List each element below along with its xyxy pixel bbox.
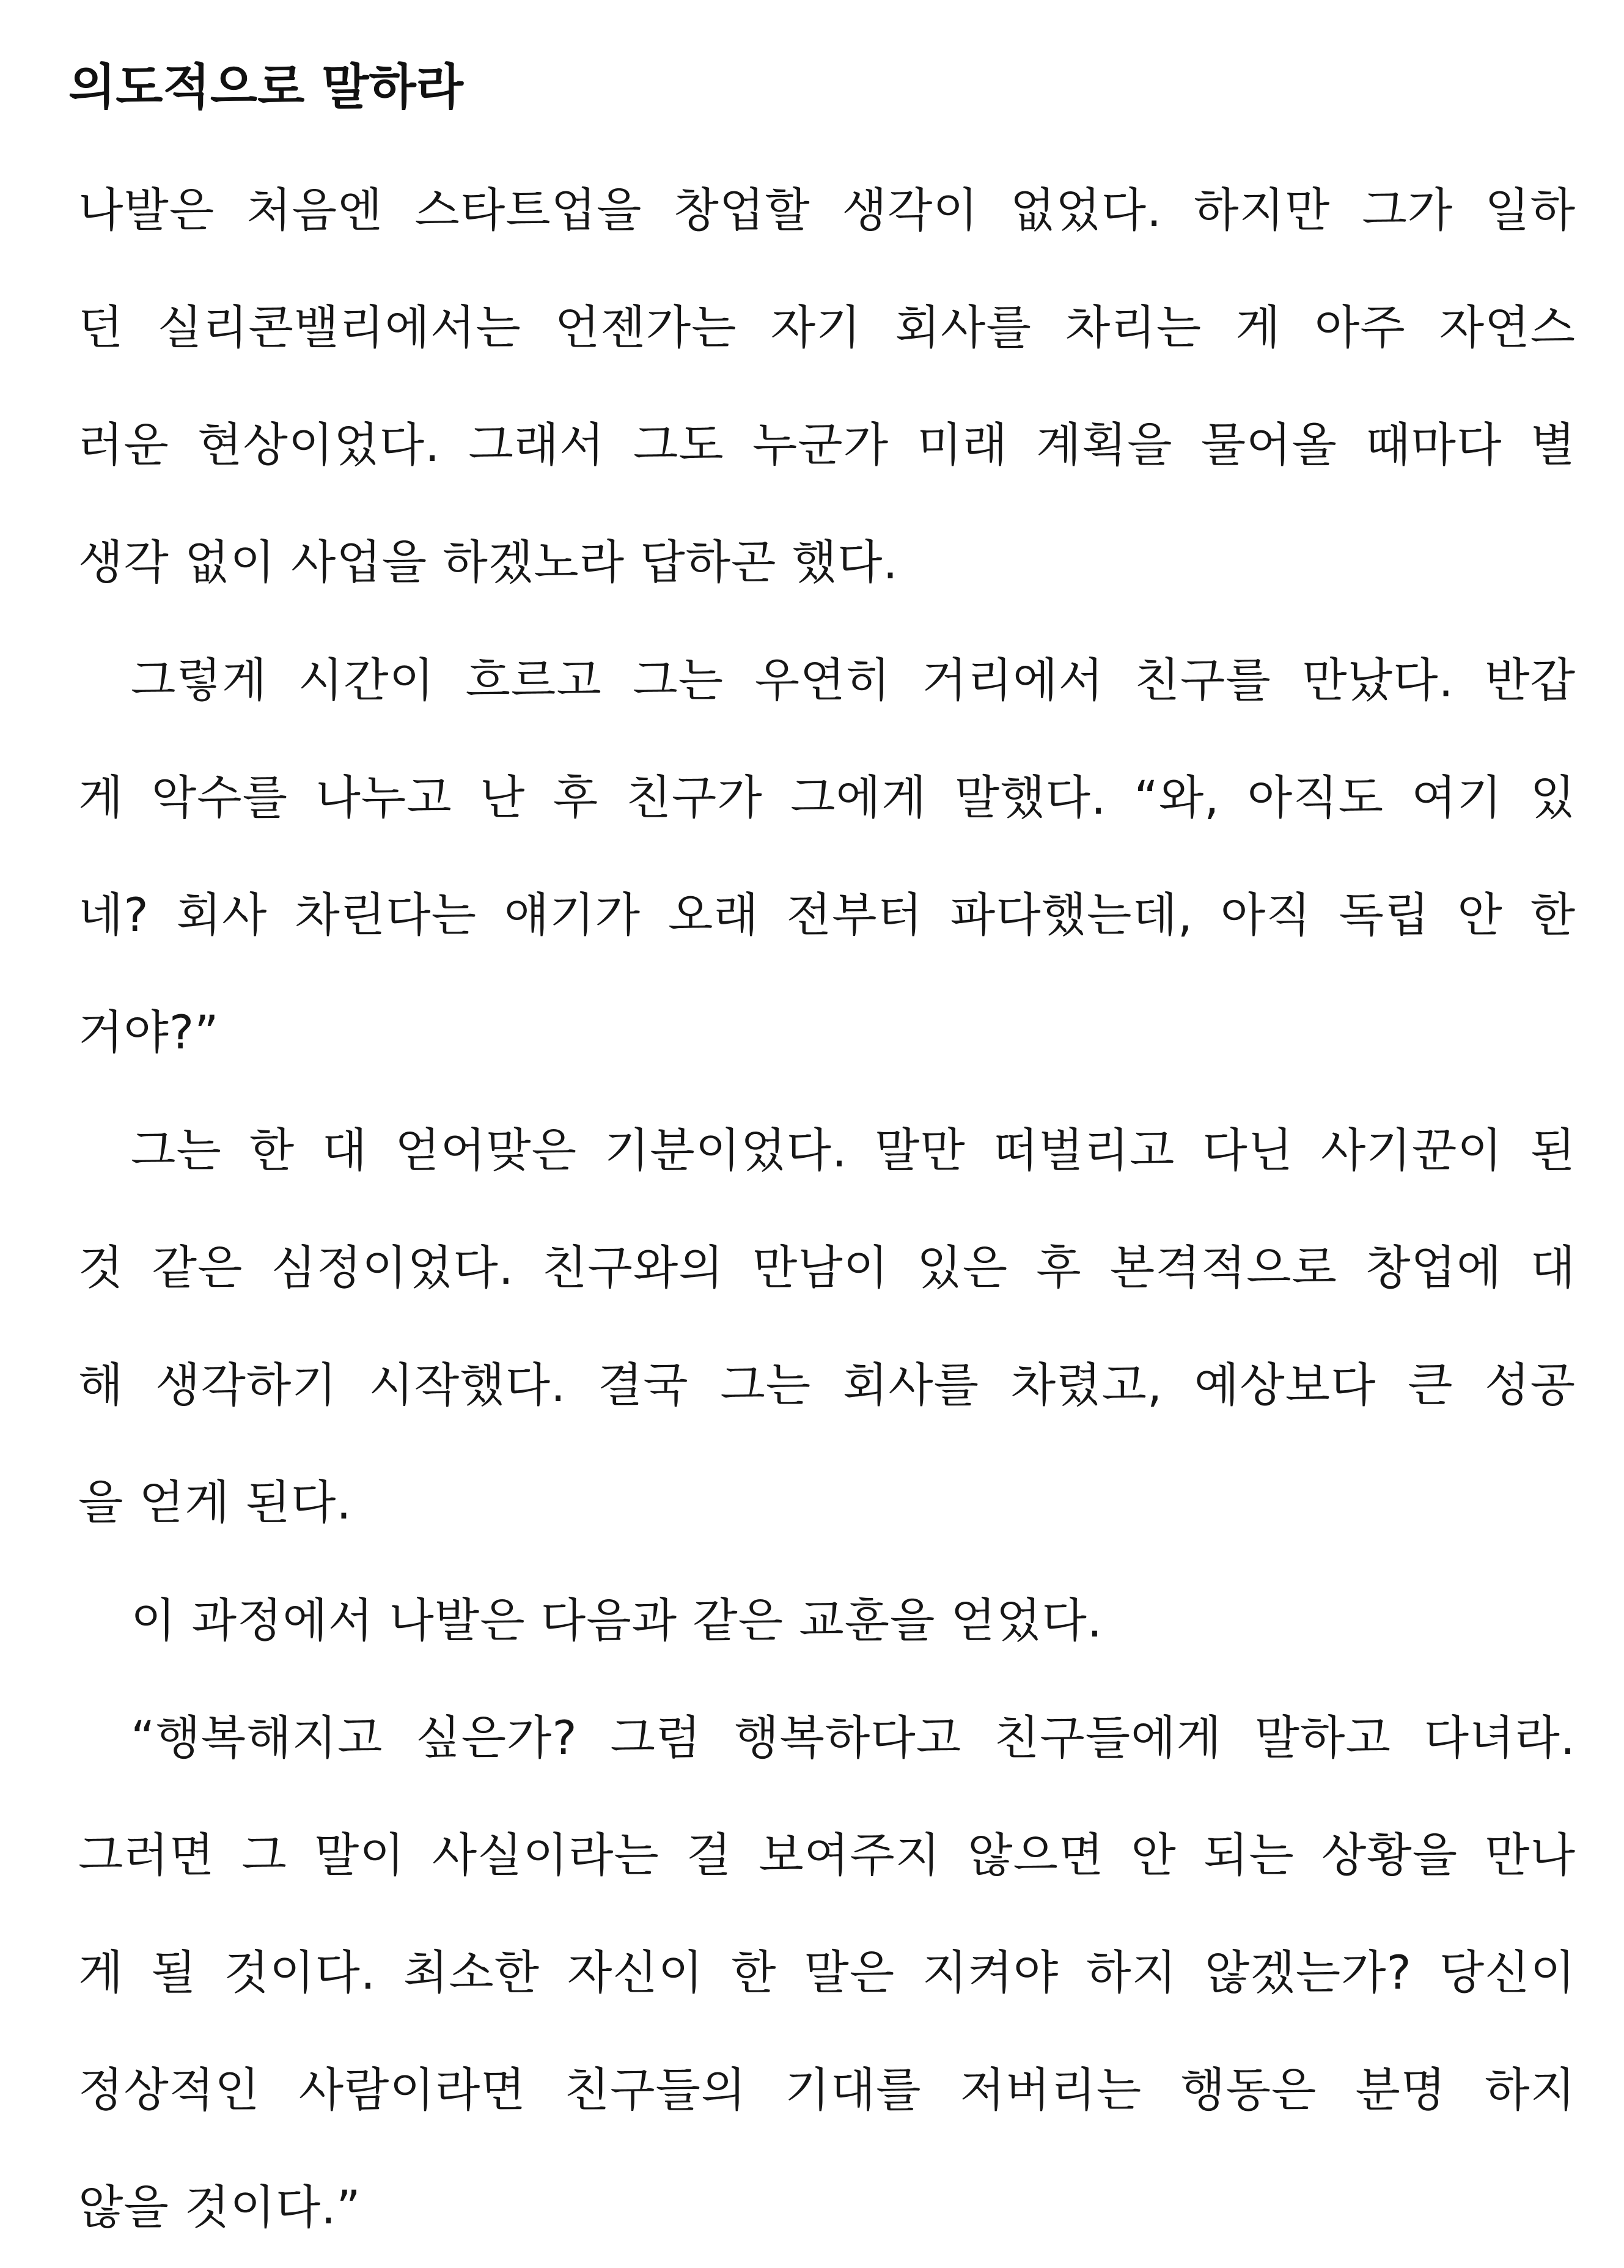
text-line: 거야?” <box>78 1005 219 1059</box>
text-line: 이 과정에서 나발은 다음과 같은 교훈을 얻었다. <box>131 1593 1103 1648</box>
text-line: 을 얻게 된다. <box>78 1475 352 1530</box>
paragraph-quote <box>78 1679 1576 2266</box>
text-line: 던 실리콘밸리에서는 언젠가는 자기 회사를 차리는 게 아주 자연스 <box>78 300 1576 355</box>
text-line: 네? 회사 차린다는 얘기가 오래 전부터 파다했는데, 아직 독립 안 한 <box>78 888 1576 942</box>
text-line: 러운 현상이었다. 그래서 그도 누군가 미래 계획을 물어올 때마다 별 <box>78 418 1576 472</box>
text-line: 생각 없이 사업을 하겠노라 답하곤 했다. <box>78 535 898 589</box>
text-line: 나발은 처음엔 스타트업을 창업할 생각이 없었다. 하지만 그가 일하 <box>78 183 1576 237</box>
paragraph-meeting-friend <box>78 622 1576 1091</box>
text-line: 그렇게 시간이 흐르고 그는 우연히 거리에서 친구를 만났다. 반갑 <box>131 653 1576 707</box>
paragraph-intro <box>78 152 1576 621</box>
text-line: 게 악수를 나누고 난 후 친구가 그에게 말했다. “와, 아직도 여기 있 <box>78 770 1576 825</box>
section-heading: 의도적으로 말하라 <box>68 59 464 116</box>
paragraph-reaction <box>78 1092 1576 1561</box>
text-line: 않을 것이다.” <box>78 2180 361 2234</box>
text-line: 해 생각하기 시작했다. 결국 그는 회사를 차렸고, 예상보다 큰 성공 <box>78 1358 1576 1412</box>
text-line: 그러면 그 말이 사실이라는 걸 보여주지 않으면 안 되는 상황을 만나 <box>78 1828 1576 1882</box>
text-line: “행복해지고 싶은가? 그럼 행복하다고 친구들에게 말하고 다녀라. <box>131 1710 1576 1765</box>
text-line: 정상적인 사람이라면 친구들의 기대를 저버리는 행동은 분명 하지 <box>78 2063 1576 2117</box>
text-line: 그는 한 대 얻어맞은 기분이었다. 말만 떠벌리고 다닌 사기꾼이 된 <box>131 1123 1576 1177</box>
paragraph-lesson-intro <box>78 1562 1576 1679</box>
text-line: 게 될 것이다. 최소한 자신이 한 말은 지켜야 하지 않겠는가? 당신이 <box>78 1945 1576 2000</box>
text-line: 것 같은 심정이었다. 친구와의 만남이 있은 후 본격적으로 창업에 대 <box>78 1240 1576 1295</box>
